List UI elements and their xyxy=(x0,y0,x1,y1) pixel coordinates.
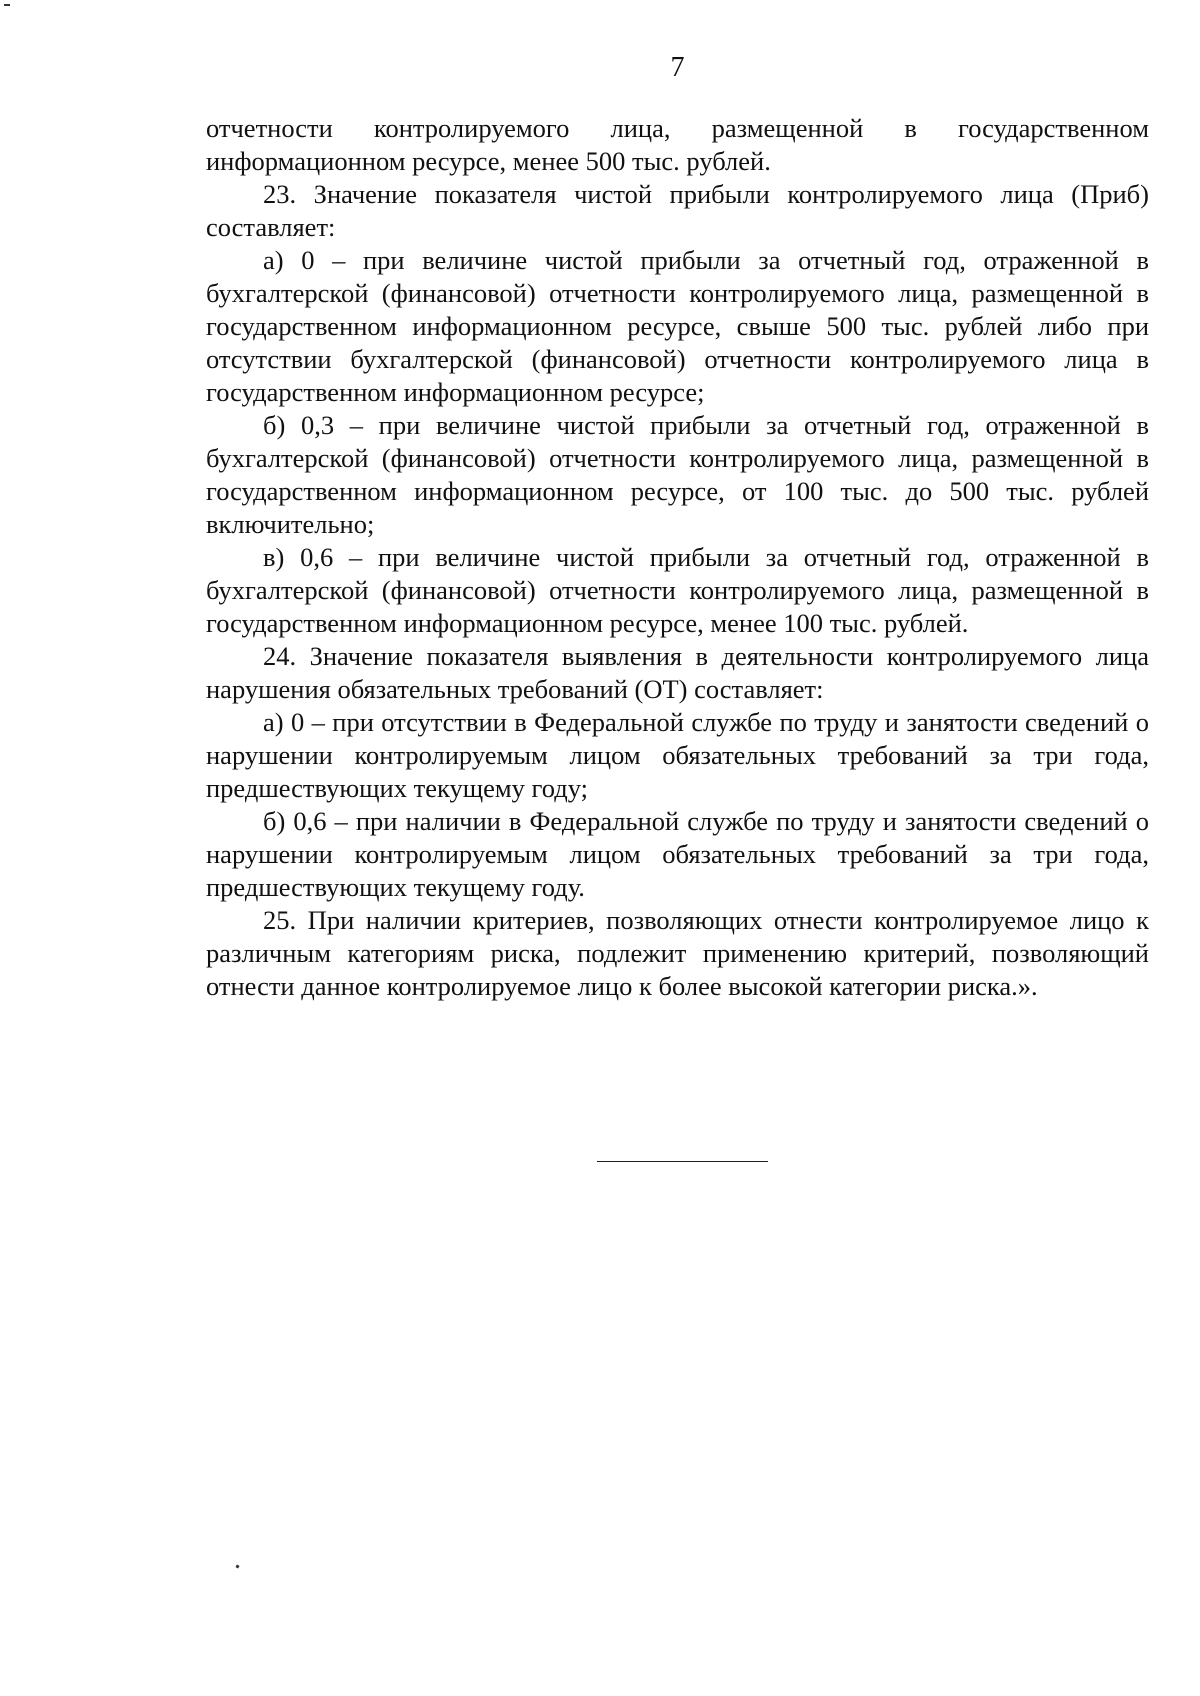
page-number: 7 xyxy=(670,52,685,83)
paragraph-item-23-b: б) 0,3 – при величине чистой прибыли за отчетный год, отраженной в бухгалтерской (финансовой) отчетности контролируемого лица, размещенной в государственном информационном ресурсе, от 100 тыс. до 500 тыс. рублей включительно; xyxy=(206,410,1149,539)
paragraph-item-23-a: а) 0 – при величине чистой прибыли за отчетный год, отраженной в бухгалтерской (финансовой) отчетности контролируемого лица, размещенной в государственном информационном ресурсе, свыше 500 тыс. рублей либо при отсутствии бухгалтерской (финансовой) отчетности контролируемого лица в государственном информационном ресурсе; xyxy=(206,245,1149,407)
document-body xyxy=(206,112,1149,1003)
paragraph-item-23: 23. Значение показателя чистой прибыли контролируемого лица (Приб) составляет: xyxy=(206,179,1149,242)
paragraph-item-25: 25. При наличии критериев, позволяющих отнести контролируемое лицо к различным категориям риска, подлежит применению критерий, позволяющий отнести данное контролируемое лицо к более высокой категории риска.». xyxy=(206,905,1149,1001)
paragraph-item-24: 24. Значение показателя выявления в деятельности контролируемого лица нарушения обязательных требований (ОТ) составляет: xyxy=(206,641,1149,704)
scan-artifact-bottom xyxy=(235,1564,239,1568)
paragraph-item-23-v: в) 0,6 – при величине чистой прибыли за отчетный год, отраженной в бухгалтерской (финансовой) отчетности контролируемого лица, размещенной в государственном информационном ресурсе, менее 100 тыс. рублей. xyxy=(206,542,1149,638)
paragraph-item-24-b: б) 0,6 – при наличии в Федеральной службе по труду и занятости сведений о нарушении контролируемым лицом обязательных требований за три года, предшествующих текущему году. xyxy=(206,806,1149,902)
paragraph-item-24-a: а) 0 – при отсутствии в Федеральной службе по труду и занятости сведений о нарушении контролируемым лицом обязательных требований за три года, предшествующих текущему году; xyxy=(206,707,1149,803)
scan-artifact-top xyxy=(4,4,10,6)
closing-rule-divider xyxy=(597,1161,768,1162)
paragraph-continuation: отчетности контролируемого лица, размещенной в государственном информационном ресурсе, менее 500 тыс. рублей. xyxy=(206,113,1149,176)
